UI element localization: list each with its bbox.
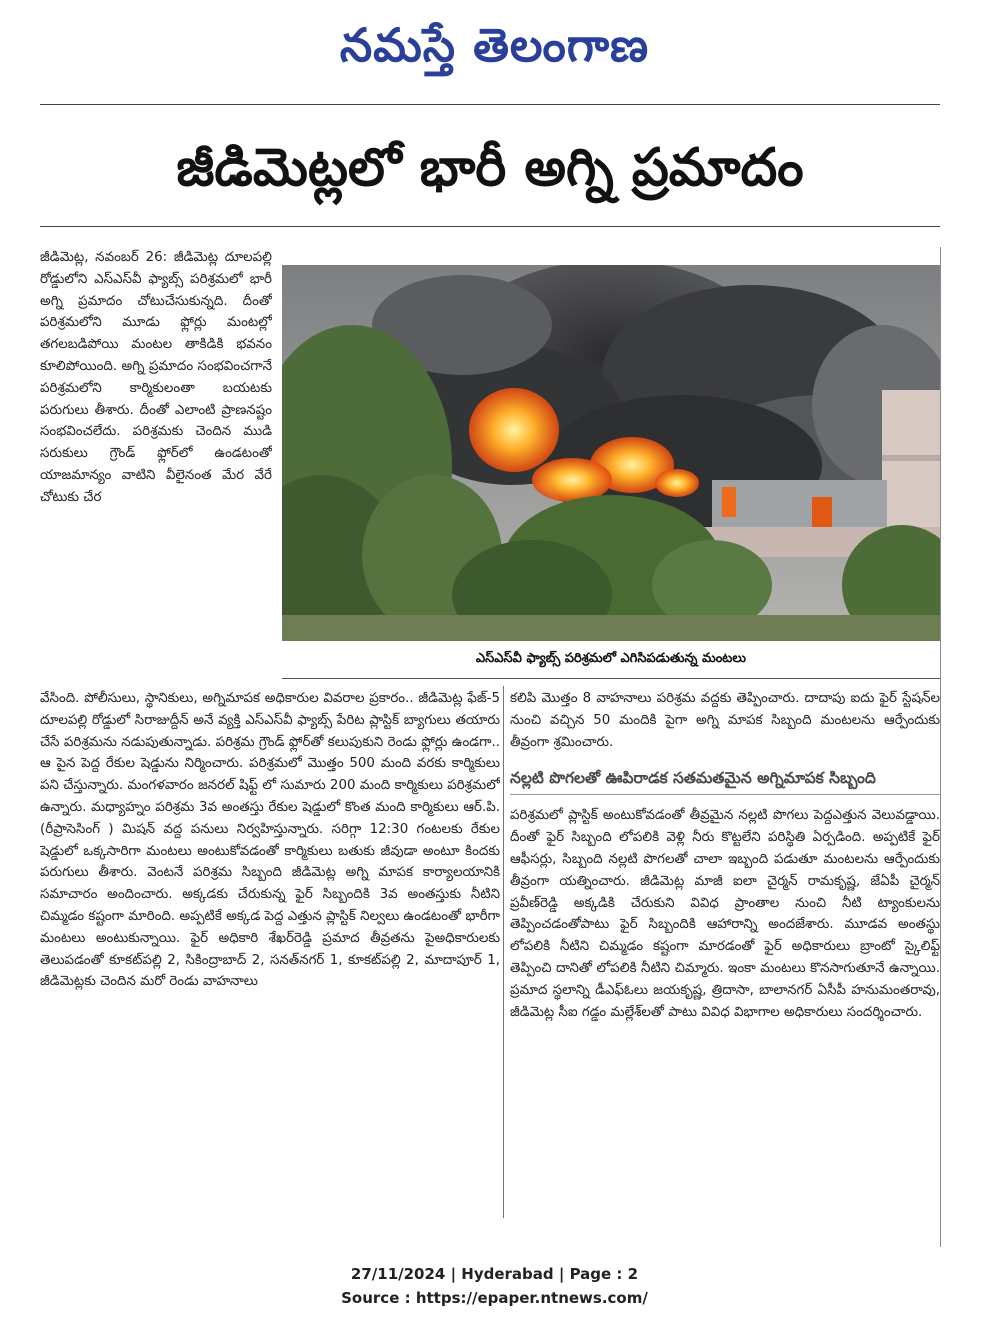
page-right-rule bbox=[940, 247, 941, 1247]
photo-caption: ఎస్‌ఎస్‌వీ ఫ్యాబ్స్ పరిశ్రమలో ఎగిసిపడుతున్న మంటలు bbox=[475, 651, 747, 666]
footer-source: Source : https://epaper.ntnews.com/ bbox=[341, 1289, 648, 1307]
lead-column-text: జీడిమెట్ల, నవంబర్ 26: జీడిమెట్ల దూలపల్లి రోడ్డులోని ఎస్‌ఎస్‌వీ ఫ్యాబ్స్ పరిశ్రమలో భారీ అగ్ని ప్రమాదం చోటుచేసుకున్నది. దీంతో పరిశ్రమలోని మూడు ఫ్లోర్లు మంటల్లో తగలబడిపోయి మంటల తాకిడికి భవనం కూలిపోయింది. అగ్ని ప్రమాదం సంభవించగానే పరిశ్రమలోని కార్మికులంతా బయటకు పరుగులు తీశారు. దీంతో ఎలాంటి ప్రాణనష్టం సంభవించలేదు. పరిశ్రమకు చెందిన ముడి సరుకులు గ్రౌండ్ ఫ్లోర్‌లో ఉండటంతో యాజమాన్యం వాటిని వీలైనంత మేర వేరే చోటుకు చేర bbox=[40, 250, 272, 505]
caption-rule bbox=[282, 678, 940, 679]
lead-column bbox=[40, 247, 272, 687]
right-column bbox=[510, 688, 940, 1218]
headline: జీడిమెట్లలో భారీ అగ్ని ప్రమాదం bbox=[176, 138, 804, 198]
middle-column bbox=[40, 688, 500, 1218]
footer-dateline: 27/11/2024 | Hyderabad | Page : 2 bbox=[350, 1265, 639, 1283]
masthead bbox=[0, 10, 989, 80]
right-column-bottom-text: పరిశ్రమలో ప్లాస్టిక్ అంటుకోవడంతో తీవ్రమైన నల్లటి పొగలు పెద్దఎత్తున వెలువడ్డాయి. దీంతో ఫైర్ సిబ్బంది లోపలికి వెళ్లి నీరు కొట్టలేని పరిస్థితి ఏర్పడింది. అప్పటికే ఫైర్ ఆఫీసర్లు, సిబ్బంది నల్లటి పొగలతో చాలా ఇబ్బంది పడుతూ మంటలను ఆర్పేందుకు తీవ్రంగా యత్నించారు. జీడిమెట్ల మాజీ ఐలా చైర్మన్ రామకృష్ణ, జేఏపీ చైర్మన్ ప్రవీణ్‌రెడ్డి అక్కడికి చేరుకుని వివిధ ప్రాంతాల నుంచి నీటి ట్యాంకులను తెప్పించడంతోపాటు ఫైర్ సిబ్బందికి ఆహారాన్ని అందజేశారు. మూడవ అంతస్థు లోపలికి నీటిని చిమ్మడం కష్టంగా మారడంతో ఫైర్ అధికారులు బ్రాంటో స్కైలిఫ్ట్ తెప్పించి దానితో లోపలికి నీటిని చిమ్మారు. ఇంకా మంటలు కొనసాగుతూనే ఉన్నాయి. ప్రమాద స్థలాన్ని డీఎఫ్‌ఓలు జయకృష్ణ, త్రిదాసా, బాలానగర్ ఏసీపీ హనుమంతరావు, జీడిమెట్ల సీఐ గడ్డం మల్లేశ్‌లతో పాటు వివిధ విభాగాల అధికారులు సందర్శించారు. bbox=[510, 808, 940, 1020]
masthead-title: నమస్తే తెలంగాణ bbox=[339, 18, 650, 72]
headline-bottom-rule bbox=[40, 226, 940, 227]
column-divider bbox=[503, 686, 504, 1218]
right-column-top-text: కలిపి మొత్తం 8 వాహనాలు పరిశ్రమ వద్దకు తెప్పించారు. దాదాపు ఐదు ఫైర్ స్టేషన్‌ల నుంచి వచ్చిన 50 మందికి పైగా అగ్ని మాపక సిబ్బంది మంటలను ఆర్పేందుకు తీవ్రంగా శ్రమించారు. bbox=[510, 691, 940, 750]
fire-photo bbox=[282, 265, 940, 641]
subhead: నల్లటి పొగలతో ఊపిరాడక సతమతమైన అగ్నిమాపక సిబ్బంది bbox=[510, 763, 940, 795]
footer bbox=[0, 1262, 989, 1310]
headline-top-rule bbox=[40, 104, 940, 105]
subhead-block bbox=[510, 763, 940, 795]
middle-column-text: వేసింది. పోలీసులు, స్థానికులు, అగ్నిమాపక అధికారుల వివరాల ప్రకారం.. జీడిమెట్ల ఫేజ్-5 దూలపల్లి రోడ్డులో సిరాజుద్దీన్ అనే వ్యక్తి ఎస్‌ఎస్‌వీ ఫ్యాబ్స్ పేరిట ప్లాస్టిక్ బ్యాగులు తయారు చేసే పరిశ్రమను నడుపుతున్నాడు. పరిశ్రమ గ్రౌండ్ ఫ్లోర్‌తో కలుపుకుని రెండు ఫ్లోర్లు ఉండగా.. ఆ పైన పెద్ద రేకుల షెడ్డును నిర్మించారు. పరిశ్రమలో మొత్తం 500 మంది వరకు కార్మికులు పని చేస్తున్నారు. మంగళవారం జనరల్ షిఫ్ట్ లో సుమారు 200 మంది కార్మికులు పరిశ్రమలో ఉన్నారు. మధ్యాహ్నం పరిశ్రమ 3వ అంతస్తు రేకుల షెడ్డులో కొంత మంది కార్మికులు ఆర్.పి. (రీప్రాసెసింగ్ ) మిషన్ వద్ద పనులు నిర్వహిస్తున్నారు. సరిగ్గా 12:30 గంటలకు రేకుల షెడ్డులో ఒక్కసారిగా మంటలు అంటుకోవడంతో కార్మికులు బతుకు జీవుడా అంటూ కిందకు పరుగులు తీశారు. వెంటనే పరిశ్రమ సిబ్బంది జీడిమెట్ల అగ్ని మాపక కార్యాలయానికి సమాచారం అందించారు. అక్కడకు చేరుకున్న ఫైర్ సిబ్బందికి 3వ అంతస్తుకు నీటిని చిమ్మడం కష్టంగా మారింది. అప్పటికే అక్కడ పెద్ద ఎత్తున ప్లాస్టిక్ నిల్వలు ఉండటంతో భారీగా మంటలు అంటుకున్నాయి. ఫైర్ అధికారి శేఖర్‌రెడ్డి ప్రమాద తీవ్రతను పైఅధికారులకు తెలుపడంతో కూకట్‌పల్లి 2, సికింద్రాబాద్ 2, సనత్‌నగర్ 1, కూకట్‌పల్లి 2, మాదాపూర్ 1, జీడిమెట్లకు చెందిన మరో రెండు వాహనాలు bbox=[40, 691, 500, 990]
